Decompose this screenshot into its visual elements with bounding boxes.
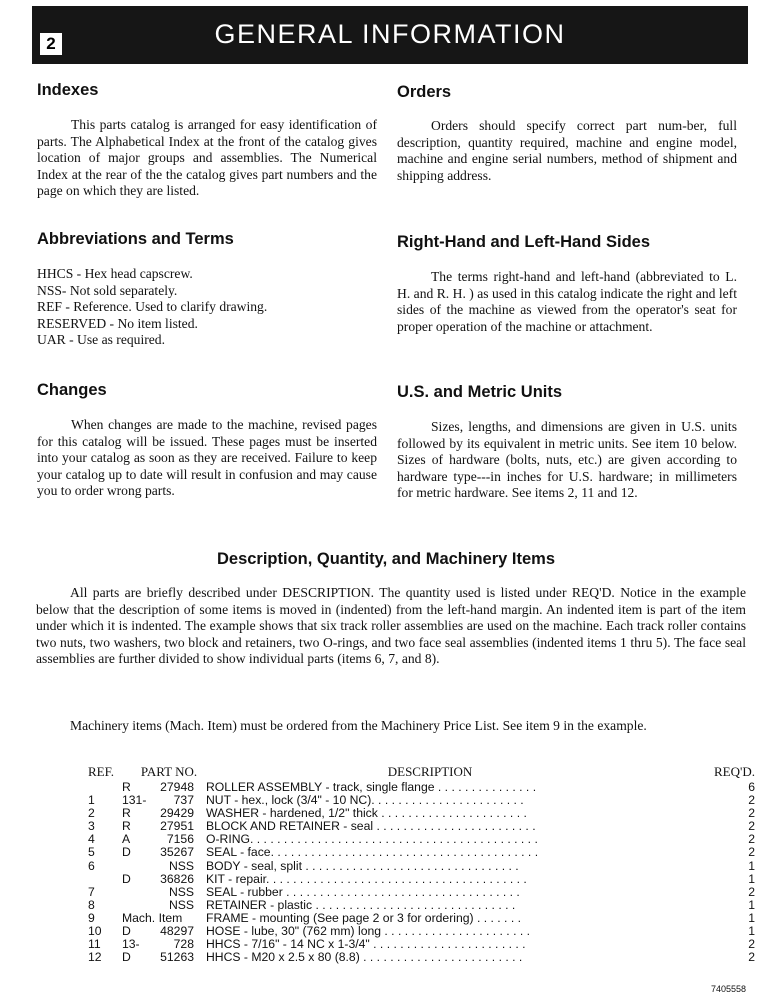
description-cell: O-RING. . . . . . . . . . . . . . . . . . . . . . . . . . . . . . . . . . . . . . . . . . . <box>206 833 538 847</box>
table-header-row <box>88 765 755 781</box>
parts-table <box>88 765 755 964</box>
abbreviation-item: REF - Reference. Used to clarify drawing. <box>37 299 268 314</box>
indexes-section <box>37 80 377 200</box>
quantity-cell: 1 <box>748 924 755 939</box>
quantity-cell: 2 <box>748 832 755 847</box>
table-row <box>88 873 755 886</box>
quantity-cell: 1 <box>748 871 755 886</box>
part-prefix-cell: R <box>122 819 131 834</box>
ref-cell: 8 <box>88 897 95 912</box>
part-number-cell: 29429 <box>160 806 194 821</box>
changes-heading: Changes <box>37 381 107 399</box>
abbreviations-section <box>37 229 377 349</box>
units-section <box>397 382 737 502</box>
ref-cell: 3 <box>88 819 95 834</box>
part-number-cell: 728 <box>173 937 194 952</box>
quantity-cell: 2 <box>748 937 755 952</box>
page-number: 2 <box>40 33 62 55</box>
part-number-cell: 36826 <box>160 871 194 886</box>
part-prefix-cell <box>122 860 156 873</box>
description-cell: SEAL - rubber . . . . . . . . . . . . . . . . . . . . . . . . . . . . . . . . . . . <box>206 885 520 899</box>
sides-section <box>397 232 737 335</box>
part-number-cell: NSS <box>168 884 194 899</box>
description-heading: Description, Quantity, and Machinery Items <box>216 550 556 568</box>
part-prefix-cell: D <box>122 950 131 965</box>
quantity-cell: 1 <box>748 910 755 925</box>
part-number-cell: 737 <box>173 793 194 808</box>
ref-cell: 12 <box>88 950 102 965</box>
quantity-cell: 6 <box>748 780 755 794</box>
col-reqd-header: REQ'D. <box>714 764 755 779</box>
changes-body: When changes are made to the machine, revised pages for this catalog will be issued. These pages must be inserted into your catalog as soon as they are received. Failure to keep your catalog up to date will result in confusion and may cause you to order wrong parts. <box>37 417 377 498</box>
quantity-cell: 2 <box>748 793 755 808</box>
part-number-cell: 35267 <box>160 845 194 860</box>
table-row <box>88 886 755 899</box>
orders-section <box>397 82 737 184</box>
part-number-cell: 27948 <box>160 780 194 794</box>
parts-table-body <box>88 781 755 964</box>
part-number-cell: NSS <box>168 897 194 912</box>
quantity-cell: 2 <box>748 819 755 834</box>
table-row <box>88 951 755 964</box>
part-number-cell: NSS <box>168 858 194 873</box>
description-cell: NUT - hex., lock (3/4" - 10 NC). . . . . . . . . . . . . . . . . . . . . . . <box>206 794 524 808</box>
part-prefix-cell: D <box>122 924 131 939</box>
table-row <box>88 899 755 912</box>
col-description-header: DESCRIPTION <box>387 765 473 779</box>
part-prefix-cell: R <box>122 780 131 794</box>
units-heading: U.S. and Metric Units <box>397 383 563 401</box>
ref-cell: 10 <box>88 924 102 939</box>
orders-body: Orders should specify correct part num-ber, full description, quantity required, machine and engine model, machine and engine serial numbers, method of shipment and shipping address. <box>397 118 737 183</box>
part-prefix-cell: 131- <box>122 793 147 808</box>
abbreviations-heading: Abbreviations and Terms <box>37 230 234 248</box>
table-row <box>88 860 755 873</box>
quantity-cell: 2 <box>748 950 755 965</box>
indexes-heading: Indexes <box>37 81 99 99</box>
ref-cell: 5 <box>88 845 95 860</box>
part-prefix-cell: D <box>122 845 131 860</box>
ref-cell: 4 <box>88 832 95 847</box>
description-paragraph: All parts are briefly described under DESCRIPTION. The quantity used is listed under REQ'D. Notice in the example below that the description of some items is moved in (indented) from the left-hand margin. An indented item is part of the item under which it is indented. The example shows that six track roller assemblies are used on the machine. Each track roller contains two nuts, two washers, two block and retainers, two O-rings, and two face seal assemblies (indented items 1 thru 5). The face seal assemblies are further divided to show individual parts (items 6, 7, and 8). <box>36 585 746 666</box>
document-id: 7405558 <box>710 984 746 994</box>
ref-cell <box>88 873 122 886</box>
quantity-cell: 1 <box>748 897 755 912</box>
quantity-cell: 2 <box>748 845 755 860</box>
sides-heading: Right-Hand and Left-Hand Sides <box>397 233 650 251</box>
ref-cell: 6 <box>88 858 95 873</box>
description-cell: HOSE - lube, 30" (762 mm) long . . . . . . . . . . . . . . . . . . . . . . <box>206 925 531 939</box>
ref-cell: 7 <box>88 884 95 899</box>
abbreviation-item: UAR - Use as required. <box>37 332 165 347</box>
ref-cell: 11 <box>88 937 101 952</box>
quantity-cell: 1 <box>748 858 755 873</box>
part-number-cell: 48297 <box>160 924 194 939</box>
part-number-cell: 7156 <box>166 832 194 847</box>
part-prefix-cell: Mach. Item <box>122 910 183 925</box>
part-prefix-cell: D <box>122 871 131 886</box>
page-header <box>32 6 748 64</box>
description-cell: ROLLER ASSEMBLY - track, single flange . . . . . . . . . . . . . . . <box>206 781 537 794</box>
description-cell: FRAME - mounting (See page 2 or 3 for ordering) . . . . . . . <box>206 911 521 925</box>
indexes-body: This parts catalog is arranged for easy identification of parts. The Alphabetical Index at the front of the catalog gives location of major groups and assemblies. The Numerical Index at the rear of the the catalog gives part numbers and the page on which they are listed. <box>37 117 377 198</box>
description-cell: BLOCK AND RETAINER - seal . . . . . . . . . . . . . . . . . . . . . . . . <box>206 820 536 834</box>
description-cell: SEAL - face. . . . . . . . . . . . . . . . . . . . . . . . . . . . . . . . . . . . . . . . <box>206 846 539 860</box>
quantity-cell: 2 <box>748 884 755 899</box>
orders-heading: Orders <box>397 83 452 101</box>
abbreviation-item: HHCS - Hex head capscrew. <box>37 266 193 281</box>
abbreviation-item: RESERVED - No item listed. <box>37 315 198 331</box>
ref-cell: 2 <box>88 806 95 821</box>
part-prefix-cell <box>122 886 156 899</box>
ref-cell: 9 <box>88 910 95 925</box>
description-cell: RETAINER - plastic . . . . . . . . . . . . . . . . . . . . . . . . . . . . . . <box>206 898 516 912</box>
col-part-no-header: PART NO. <box>140 764 198 779</box>
table-row <box>88 846 755 859</box>
description-cell: WASHER - hardened, 1/2" thick . . . . . . . . . . . . . . . . . . . . . . <box>206 807 527 821</box>
description-cell: HHCS - 7/16" - 14 NC x 1-3/4" . . . . . . . . . . . . . . . . . . . . . . . <box>206 938 526 952</box>
units-body: Sizes, lengths, and dimensions are given in U.S. units followed by its equivalent in metric units. See item 10 below. Sizes of hardware (bolts, nuts, etc.) are given according to hardware type---in inches for U.S. hardware; in millimeters for metric hardware. See items 2, 11 and 12. <box>397 419 737 500</box>
part-prefix-cell: 13- <box>122 937 140 952</box>
quantity-cell: 2 <box>748 806 755 821</box>
description-cell: HHCS - M20 x 2.5 x 80 (8.8) . . . . . . . . . . . . . . . . . . . . . . . . <box>206 951 523 965</box>
page-title: GENERAL INFORMATION <box>214 19 566 49</box>
sides-body: The terms right-hand and left-hand (abbreviated to L. H. and R. H. ) as used in this catalog indicate the right and left sides of the machine as viewed from the operator's seat for proper operation of the machine or attachment. <box>397 269 737 334</box>
part-prefix-cell: R <box>122 806 131 821</box>
description-cell: BODY - seal, split . . . . . . . . . . . . . . . . . . . . . . . . . . . . . . . . <box>206 859 519 873</box>
col-ref-header: REF. <box>88 764 115 779</box>
description-cell: KIT - repair. . . . . . . . . . . . . . . . . . . . . . . . . . . . . . . . . . . . . . . <box>206 872 527 886</box>
abbreviations-list <box>37 266 377 349</box>
ref-cell: 1 <box>88 793 95 808</box>
changes-section <box>37 380 377 500</box>
part-number-cell: 51263 <box>160 950 194 965</box>
part-prefix-cell <box>122 899 156 912</box>
part-number-cell: 27951 <box>160 819 194 834</box>
machinery-paragraph: Machinery items (Mach. Item) must be ordered from the Machinery Price List. See item 9 in the example. <box>70 718 647 733</box>
abbreviation-item: NSS- Not sold separately. <box>37 282 178 298</box>
part-prefix-cell: A <box>122 832 131 847</box>
